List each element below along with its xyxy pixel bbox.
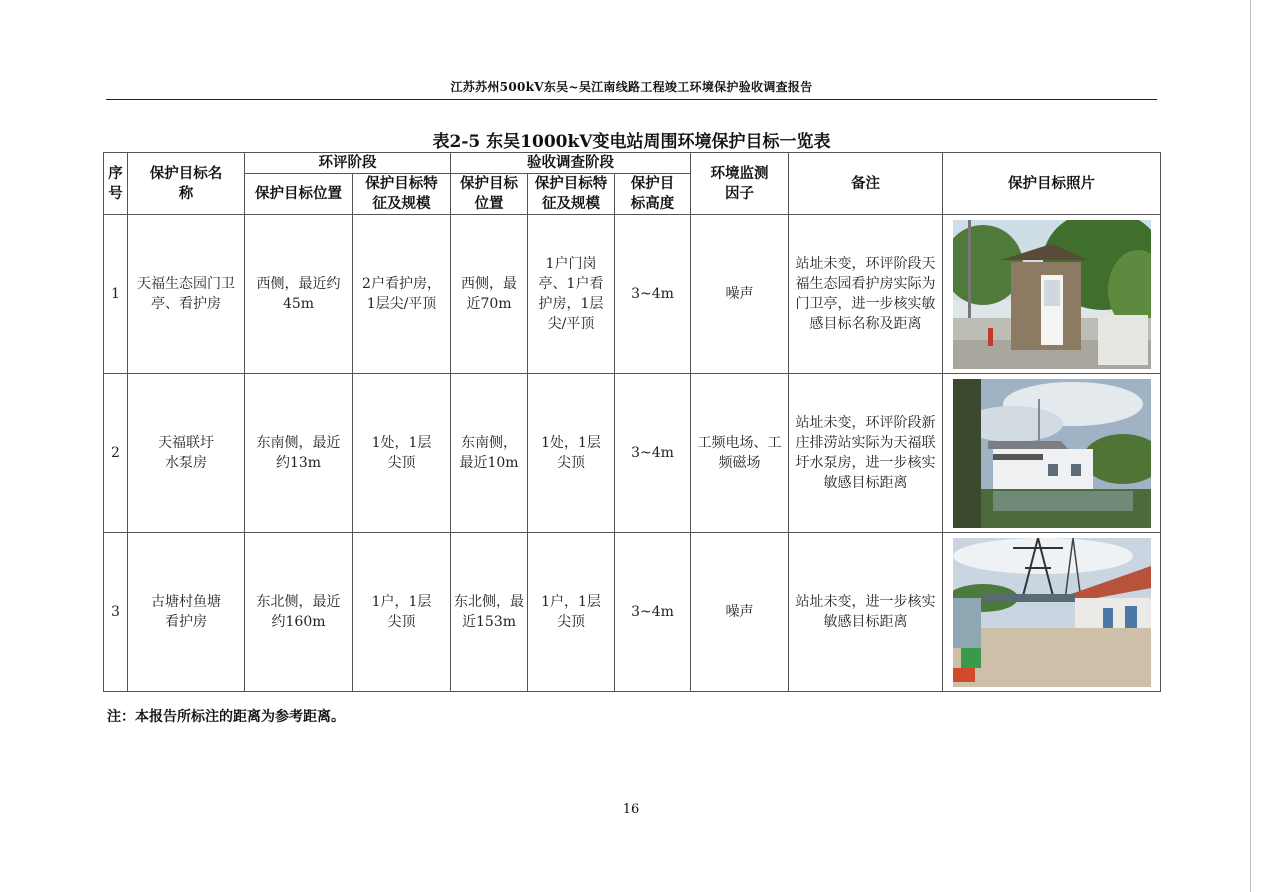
header-target-name: 保护目标名称	[128, 153, 245, 215]
cell-eia-features: 1户，1层尖顶	[353, 533, 451, 692]
header-seq: 序号	[104, 153, 128, 215]
cell-acc-features: 1户，1层尖顶	[528, 533, 615, 692]
cell-monitoring-factor: 噪声	[691, 533, 789, 692]
cell-seq: 2	[104, 374, 128, 533]
header-acc-location: 保护目标位置	[451, 174, 528, 215]
header-acc-height: 保护目标高度	[615, 174, 691, 215]
cell-monitoring-factor: 噪声	[691, 215, 789, 374]
cell-acc-height: 3~4m	[615, 533, 691, 692]
table-row	[104, 374, 1161, 533]
cell-target-name: 天福生态园门卫亭、看护房	[128, 215, 245, 374]
header-photo: 保护目标照片	[943, 153, 1161, 215]
cell-seq: 1	[104, 215, 128, 374]
running-header: 江苏苏州500kV东吴~吴江南线路工程竣工环境保护验收调查报告	[450, 80, 813, 94]
cell-remarks: 站址未变，环评阶段新庄排涝站实际为天福联圩水泵房，进一步核实敏感目标距离	[789, 374, 943, 533]
cell-acc-location: 西侧，最近70m	[451, 215, 528, 374]
fish-pond-house-photo	[953, 538, 1151, 687]
table-caption: 表2-5 东吴1000kV变电站周围环境保护目标一览表	[432, 132, 831, 152]
header-eia-location: 保护目标位置	[245, 174, 353, 215]
cell-photo	[943, 215, 1161, 374]
header-rule	[106, 99, 1157, 100]
guard-booth-photo	[953, 220, 1151, 369]
cell-eia-location: 东北侧，最近约160m	[245, 533, 353, 692]
cell-eia-location: 西侧，最近约45m	[245, 215, 353, 374]
cell-acc-location: 东南侧，最近10m	[451, 374, 528, 533]
cell-acc-height: 3~4m	[615, 374, 691, 533]
cell-remarks: 站址未变，环评阶段天福生态园看护房实际为门卫亭，进一步核实敏感目标名称及距离	[789, 215, 943, 374]
header-monitoring-factor: 环境监测因子	[691, 153, 789, 215]
table-row	[104, 533, 1161, 692]
cell-target-name: 古塘村鱼塘看护房	[128, 533, 245, 692]
cell-acc-height: 3~4m	[615, 215, 691, 374]
cell-remarks: 站址未变，进一步核实敏感目标距离	[789, 533, 943, 692]
cell-acc-location: 东北侧，最近153m	[451, 533, 528, 692]
header-acc-features: 保护目标特征及规模	[528, 174, 615, 215]
cell-acc-features: 1处，1层尖顶	[528, 374, 615, 533]
page-edge	[1250, 0, 1251, 892]
cell-target-name: 天福联圩水泵房	[128, 374, 245, 533]
pump-house-photo	[953, 379, 1151, 528]
table-footnote: 注：本报告所标注的距离为参考距离。	[107, 709, 345, 725]
header-remarks: 备注	[789, 153, 943, 215]
cell-monitoring-factor: 工频电场、工频磁场	[691, 374, 789, 533]
header-eia-features: 保护目标特征及规模	[353, 174, 451, 215]
protection-targets-table	[103, 152, 1161, 692]
cell-eia-location: 东南侧，最近约13m	[245, 374, 353, 533]
header-acceptance-stage: 验收调查阶段	[451, 153, 691, 174]
page-number: 16	[622, 802, 640, 817]
cell-photo	[943, 374, 1161, 533]
cell-eia-features: 1处，1层尖顶	[353, 374, 451, 533]
cell-seq: 3	[104, 533, 128, 692]
cell-acc-features: 1户门岗亭、1户看护房，1层尖/平顶	[528, 215, 615, 374]
header-eia-stage: 环评阶段	[245, 153, 451, 174]
table-row	[104, 215, 1161, 374]
cell-eia-features: 2户看护房，1层尖/平顶	[353, 215, 451, 374]
cell-photo	[943, 533, 1161, 692]
